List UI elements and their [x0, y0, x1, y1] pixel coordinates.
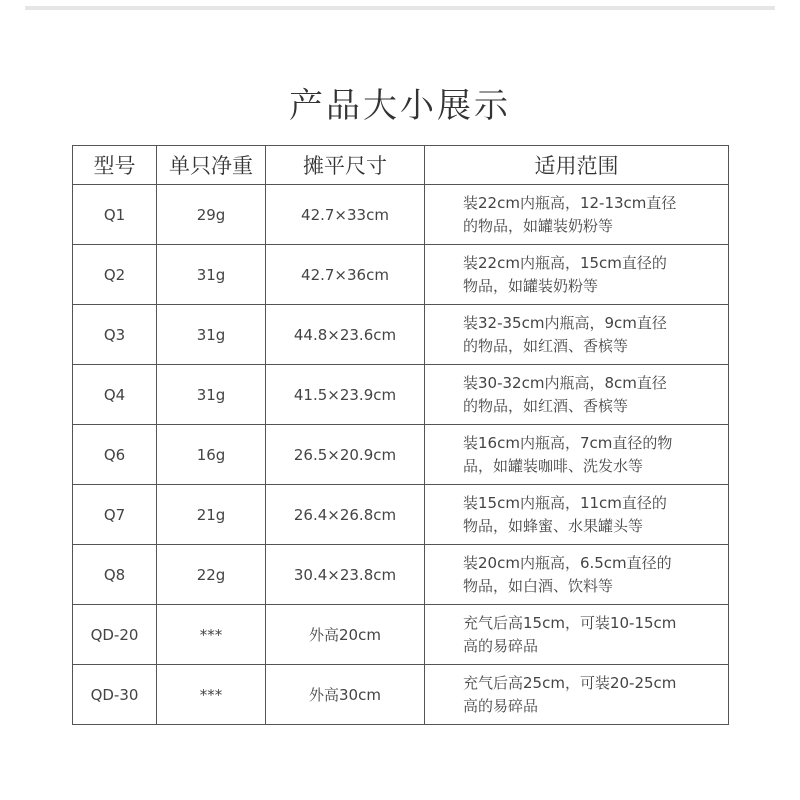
table-row [73, 425, 729, 485]
cell-model: Q2 [73, 245, 157, 305]
cell-weight: 21g [157, 485, 266, 545]
cell-weight: *** [157, 665, 266, 725]
cell-size: 外高20cm [266, 605, 425, 665]
table-row [73, 545, 729, 605]
cell-size: 30.4×23.8cm [266, 545, 425, 605]
range-line: 物品，如白酒、饮料等 [463, 576, 614, 595]
column-header-model: 型号 [73, 146, 157, 185]
range-line: 高的易碎品 [463, 636, 539, 655]
cell-model: QD-30 [73, 665, 157, 725]
column-header-size: 摊平尺寸 [266, 146, 425, 185]
range-line: 品，如罐装咖啡、洗发水等 [463, 456, 644, 475]
cell-model: Q6 [73, 425, 157, 485]
cell-weight: 29g [157, 185, 266, 245]
cell-range [425, 305, 729, 365]
cell-range [425, 185, 729, 245]
cell-range [425, 605, 729, 665]
cell-range [425, 245, 729, 305]
top-divider [25, 6, 775, 10]
range-line: 装15cm内瓶高，11cm直径的 [463, 493, 667, 512]
cell-model: Q7 [73, 485, 157, 545]
cell-weight: 16g [157, 425, 266, 485]
cell-size: 26.5×20.9cm [266, 425, 425, 485]
cell-range [425, 425, 729, 485]
cell-range [425, 665, 729, 725]
cell-range [425, 365, 729, 425]
cell-size: 外高30cm [266, 665, 425, 725]
cell-model: QD-20 [73, 605, 157, 665]
cell-weight: 31g [157, 305, 266, 365]
range-line: 装22cm内瓶高，15cm直径的 [463, 253, 667, 272]
range-line: 装20cm内瓶高，6.5cm直径的 [463, 553, 672, 572]
range-line: 充气后高15cm，可装10-15cm [463, 613, 677, 632]
range-line: 充气后高25cm，可装20-25cm [463, 673, 677, 692]
cell-weight: *** [157, 605, 266, 665]
cell-size: 42.7×36cm [266, 245, 425, 305]
cell-size: 26.4×26.8cm [266, 485, 425, 545]
cell-model: Q1 [73, 185, 157, 245]
cell-size: 44.8×23.6cm [266, 305, 425, 365]
cell-range [425, 545, 729, 605]
cell-weight: 22g [157, 545, 266, 605]
range-line: 装30-32cm内瓶高，8cm直径 [463, 373, 667, 392]
cell-weight: 31g [157, 365, 266, 425]
table-header-row [73, 146, 729, 185]
product-size-table [72, 145, 729, 725]
cell-size: 41.5×23.9cm [266, 365, 425, 425]
range-line: 的物品，如红酒、香槟等 [463, 396, 629, 415]
cell-range [425, 485, 729, 545]
cell-model: Q3 [73, 305, 157, 365]
column-header-range: 适用范围 [425, 146, 729, 185]
table-row [73, 305, 729, 365]
column-header-weight: 单只净重 [157, 146, 266, 185]
table-row [73, 665, 729, 725]
cell-size: 42.7×33cm [266, 185, 425, 245]
table-row [73, 605, 729, 665]
cell-model: Q8 [73, 545, 157, 605]
range-line: 装32-35cm内瓶高，9cm直径 [463, 313, 667, 332]
page-title: 产品大小展示 [289, 85, 511, 126]
range-line: 的物品，如红酒、香槟等 [463, 336, 629, 355]
table-row [73, 245, 729, 305]
cell-model: Q4 [73, 365, 157, 425]
table-row [73, 365, 729, 425]
range-line: 的物品，如罐装奶粉等 [463, 216, 614, 235]
range-line: 物品，如罐装奶粉等 [463, 276, 599, 295]
range-line: 高的易碎品 [463, 696, 539, 715]
table-row [73, 485, 729, 545]
range-line: 物品，如蜂蜜、水果罐头等 [463, 516, 644, 535]
table-row [73, 185, 729, 245]
range-line: 装16cm内瓶高，7cm直径的物 [463, 433, 673, 452]
range-line: 装22cm内瓶高，12-13cm直径 [463, 193, 677, 212]
cell-weight: 31g [157, 245, 266, 305]
